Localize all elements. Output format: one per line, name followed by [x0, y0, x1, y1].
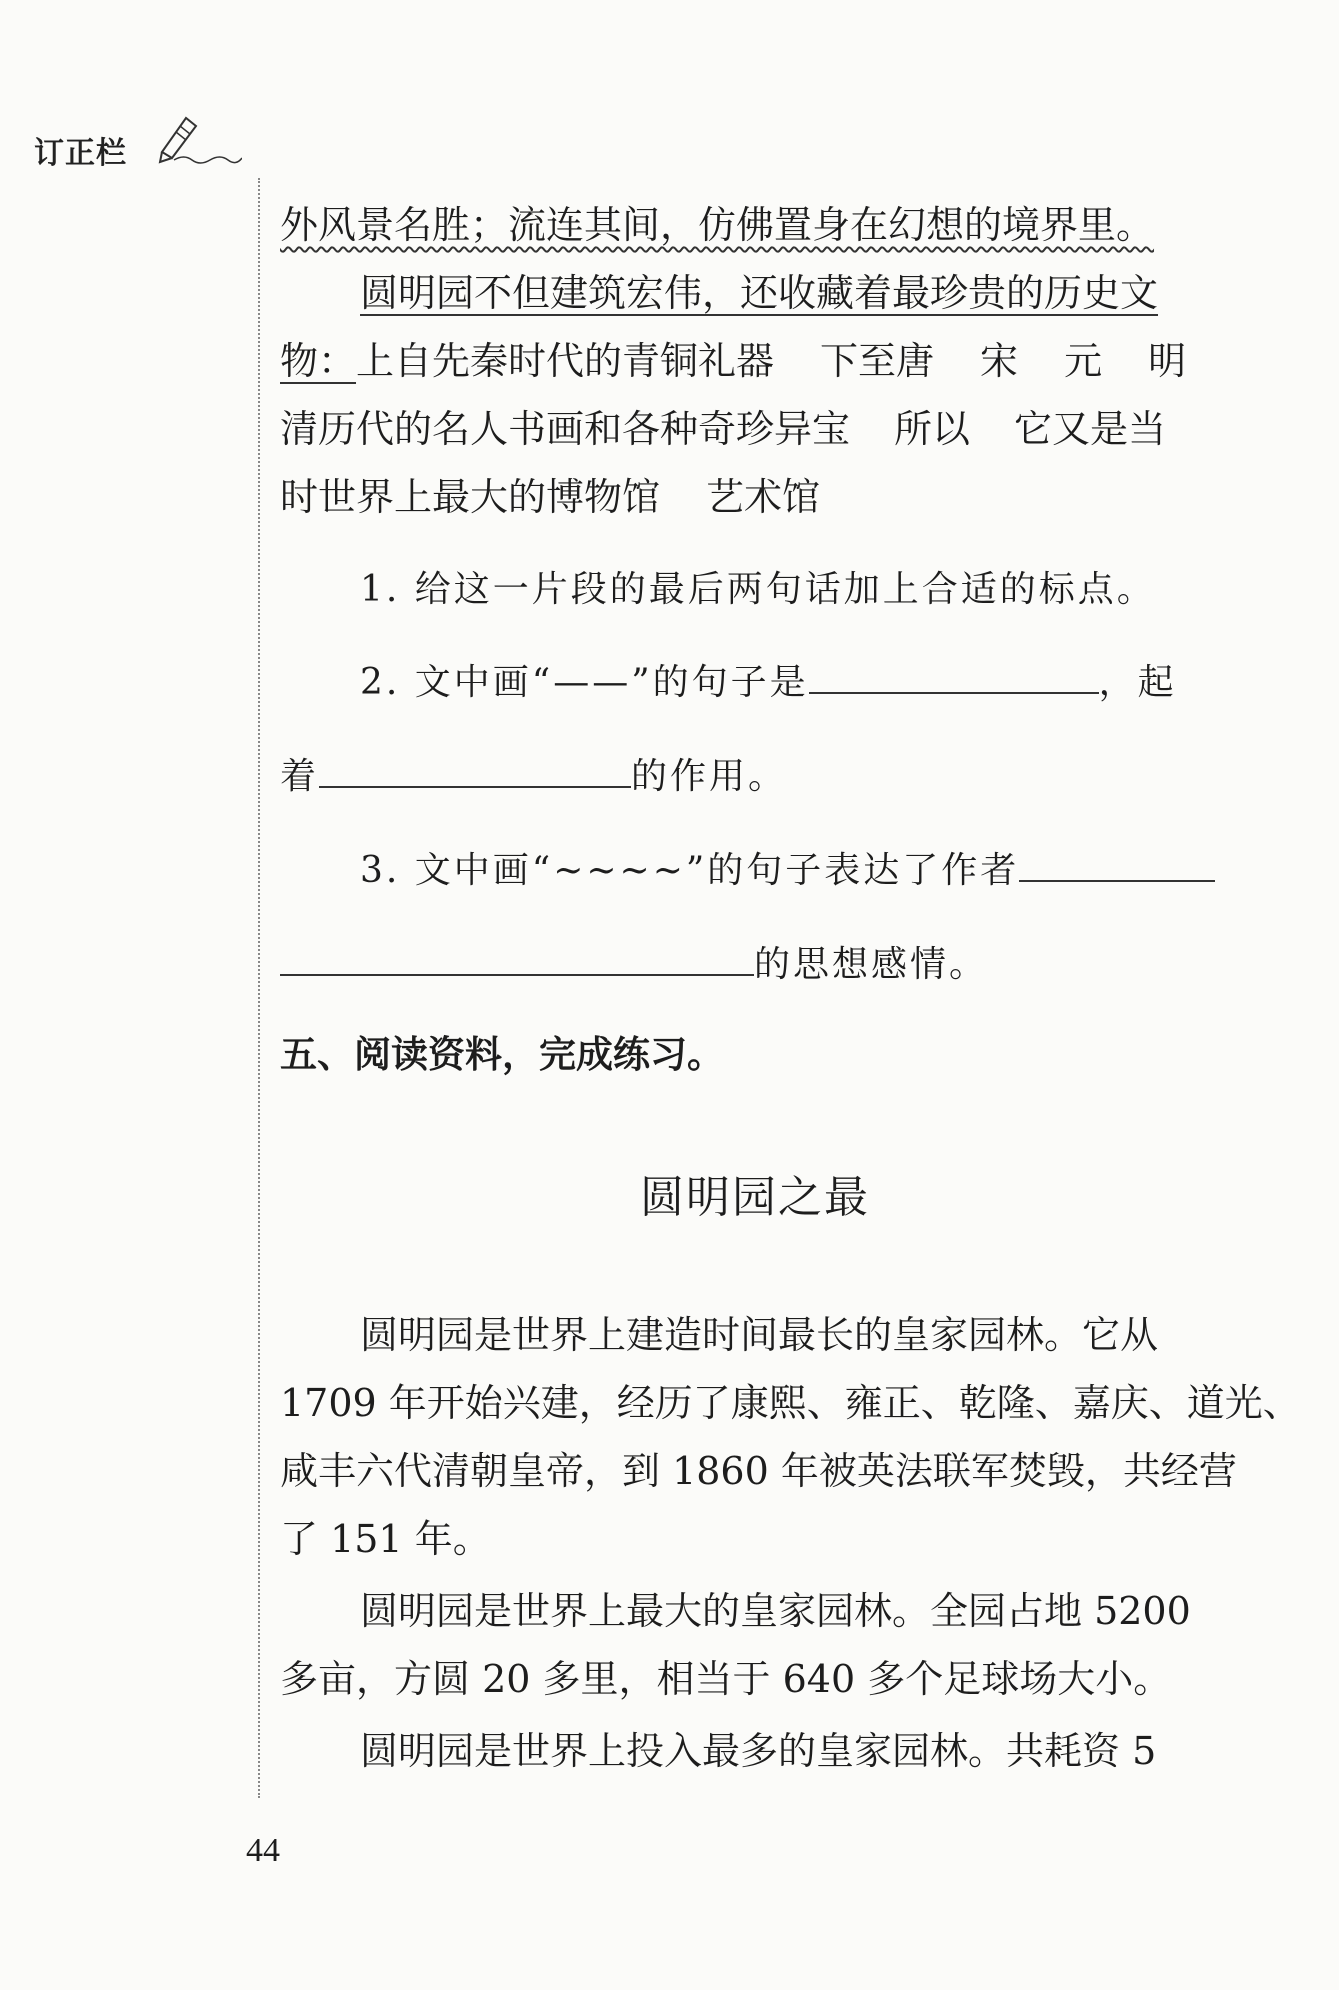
article-p1-line-4: 了 151 年。	[280, 1517, 491, 1561]
passage-text: 元	[1064, 339, 1103, 383]
correction-column-label: 订正栏	[34, 136, 127, 171]
passage-text: 宋	[980, 339, 1019, 383]
passage-p2-line-1	[280, 268, 1310, 318]
question-3	[280, 846, 1310, 896]
pencil-icon	[152, 108, 242, 168]
article-p2-line-2: 多亩，方圆 20 多里，相当于 640 多个足球场大小。	[280, 1657, 1172, 1701]
section-heading: 五、阅读资料，完成练习。	[280, 1033, 724, 1076]
passage-text: 它又是当	[1014, 407, 1167, 451]
question-1: 1. 给这一片段的最后两句话加上合适的标点。	[360, 569, 1156, 610]
passage-text: 清历代的名人书画和各种奇珍异宝	[280, 407, 851, 451]
margin-divider	[258, 178, 260, 1798]
passage-text: 上自先秦时代的青铜礼器	[356, 339, 775, 383]
article-p3-line-1: 圆明园是世界上投入最多的皇家园林。共耗资 5	[360, 1729, 1157, 1773]
article-p2-line-1: 圆明园是世界上最大的皇家园林。全园占地 5200	[360, 1589, 1191, 1633]
question-2-text: 的作用。	[631, 756, 788, 797]
question-2-text: ，起	[1098, 662, 1177, 703]
question-2	[280, 658, 1310, 708]
passage-p2-line-2	[280, 336, 1230, 386]
passage-p2-line-4	[280, 472, 1230, 522]
answer-blank-3b[interactable]	[280, 940, 754, 976]
passage-text: 时世界上最大的博物馆	[280, 475, 661, 519]
underlined-sentence-part-2: 物：	[280, 339, 357, 383]
article-p1-line-3: 咸丰六代清朝皇帝，到 1860 年被英法联军焚毁，共经营	[280, 1449, 1237, 1493]
passage-text: 明	[1148, 339, 1187, 383]
passage-line-1	[280, 200, 1230, 250]
passage-p2-line-3	[280, 404, 1230, 454]
question-2-text: 着	[280, 756, 320, 797]
question-2-cont	[280, 752, 1230, 802]
article-p1-line-2: 1709 年开始兴建，经历了康熙、雍正、乾隆、嘉庆、道光、	[280, 1381, 1301, 1425]
article-p1-line-1: 圆明园是世界上建造时间最长的皇家园林。它从	[360, 1313, 1159, 1357]
underlined-sentence-part-1: 圆明园不但建筑宏伟，还收藏着最珍贵的历史文	[360, 271, 1159, 315]
answer-blank-3a[interactable]	[1019, 846, 1215, 882]
question-3-text: 的思想感情。	[754, 944, 989, 985]
question-3-cont	[280, 940, 1230, 990]
question-3-text: 3. 文中画“~~~~”的句子表达了作者	[360, 850, 1020, 891]
answer-blank-2a[interactable]	[809, 658, 1099, 694]
passage-text: 下至唐	[820, 339, 935, 383]
passage-text: 所以	[894, 407, 971, 451]
question-2-text: 2. 文中画“——”的句子是	[360, 662, 809, 703]
page-number: 44	[246, 1832, 280, 1869]
answer-blank-2b[interactable]	[319, 752, 631, 788]
article-title: 圆明园之最	[640, 1172, 870, 1223]
wavy-underlined-sentence: 外风景名胜；流连其间，仿佛置身在幻想的境界里。	[280, 203, 1155, 247]
passage-text: 艺术馆	[706, 475, 821, 519]
